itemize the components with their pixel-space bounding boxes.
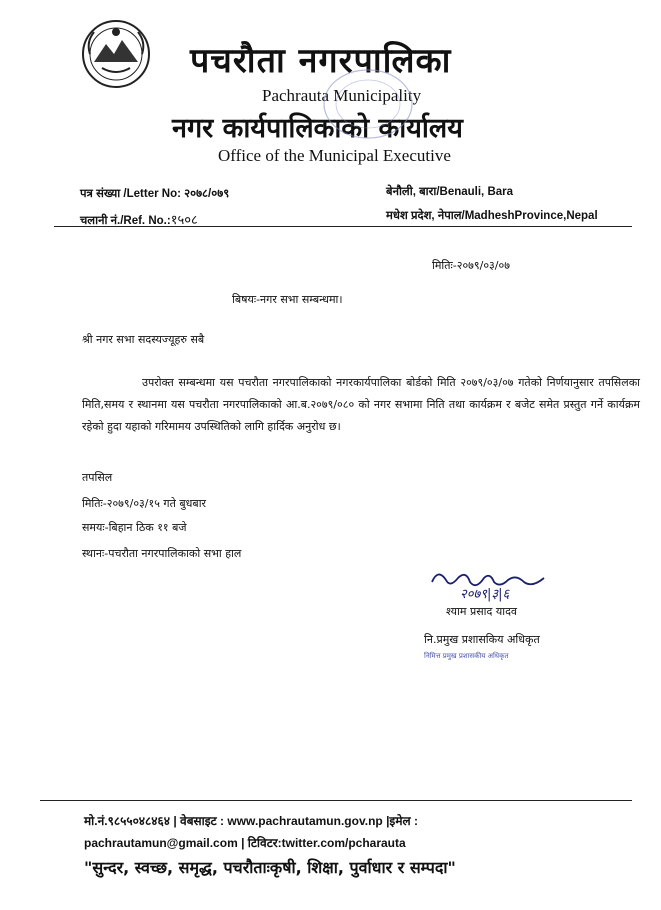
address-line-1: बेनौली, बारा/Benauli, Bara [386,186,514,198]
handwritten-date: २०७९|३|६ [460,587,510,602]
signatory-title: नि.प्रमुख प्रशासकिय अधिकृत [424,633,540,646]
letter-date: मितिः-२०७९/०३/०७ [432,259,510,272]
org-name-english: Pachrauta Municipality [262,86,422,105]
office-seal-icon [318,64,418,144]
details-heading: तपसिल [82,471,113,484]
letter-salutation: श्री नगर सभा सदस्यज्यूहरु सबै [82,333,205,346]
org-name-nepali: पचरौता नगरपालिका [190,41,452,81]
footer-motto: "सुन्दर, स्वच्छ, समृद्ध, पचरौताःकृषी, शिक्षा, पुर्वाधार र सम्पदा" [84,858,456,877]
letter-paragraph [82,372,640,438]
footer-divider [40,800,632,801]
footer-contact-line-1: मो.नं.९८५५०४८४६४ | वेबसाइट : www.pachrautamun.gov.np |इमेल : [84,814,418,828]
detail-date: मितिः-२०७९/०३/१५ गते बुधबार [82,497,207,510]
header-divider [54,226,632,227]
office-name-english: Office of the Municipal Executive [218,146,451,165]
detail-time: समयः-बिहान ठिक ११ बजे [82,521,187,534]
footer-contact-line-2: pachrautamun@gmail.com | टिविटर:twitter.com/pcharauta [84,836,406,850]
address-line-2: मधेश प्रदेश, नेपाल/MadheshProvince,Nepal [386,210,598,222]
letter-number: पत्र संख्या /Letter No: २०७८/०७९ [80,188,230,200]
signatory-name: श्याम प्रसाद यादव [446,605,518,618]
signatory-stamp: निमित्त प्रमुख प्रशासकीय अधिकृत [424,652,509,660]
paragraph-text: उपरोक्त सम्बन्धमा यस पचरौता नगरपालिकाको नगरकार्यपालिका बोर्डको मिति २०७९/०३/०७ गतेको निर्णयानुसार तपसिलका मिति,समय र स्थानमा यस पचरौता नगरपालिकाको आ.ब.२०७९/०८० को नगर सभामा निति तथा कार्यक्रम र बजेट समेत प्रस्तुत गर्ने कार्यक्रम रहेको हुदा यहाको गरिमामय उपस्थितिको लागि हार्दिक अनुरोध छ। [82,376,640,433]
reference-value: १५०८ [170,213,198,228]
detail-place: स्थानः-पचरौता नगरपालिकाको सभा हाल [82,547,242,560]
reference-label: चलानी नं./Ref. No.: [80,215,171,227]
letter-subject: बिषयः-नगर सभा सम्बन्धमा। [232,293,343,306]
office-name-nepali: नगर कार्यपालिकाको कार्यालय [172,113,463,144]
government-emblem-icon [80,18,152,90]
